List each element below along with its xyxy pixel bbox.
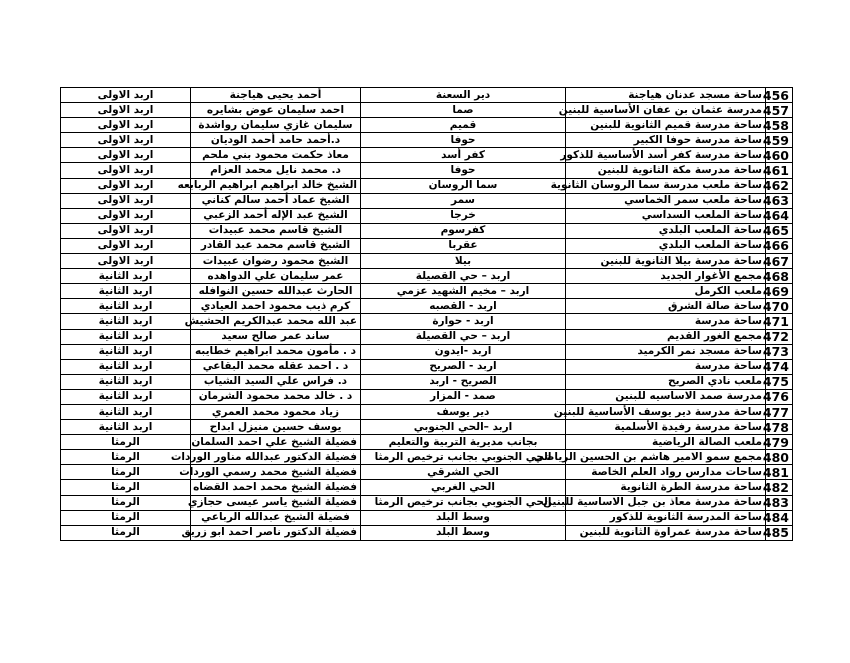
- table-row: [61, 465, 793, 480]
- prayer-sites-table: [60, 87, 793, 541]
- district: اربد الثانية: [61, 284, 191, 299]
- table-row: [61, 178, 793, 193]
- site-name: ساحة المدرسة الثانوية للذكور: [566, 510, 766, 525]
- row-number: 459: [766, 133, 793, 148]
- responsible-person: أحمد يحيى هياجنة: [191, 88, 361, 103]
- row-number: 460: [766, 148, 793, 163]
- table-row: [61, 193, 793, 208]
- site-name: ساحة مدرسة معاذ بن جبل الاساسية للبنين: [566, 495, 766, 510]
- responsible-person: الشيخ خالد ابراهيم ابراهيم الربابعه: [191, 178, 361, 193]
- row-number: 479: [766, 435, 793, 450]
- responsible-person: الشيخ عبد الإله أحمد الزعبي: [191, 208, 361, 223]
- responsible-person: الشيخ محمود رضوان عبيدات: [191, 254, 361, 269]
- table-row: [61, 148, 793, 163]
- row-number: 485: [766, 525, 793, 540]
- district: اربد الثانية: [61, 344, 191, 359]
- site-name: ساحة مدرسة بيلا الثانوية للبنين: [566, 254, 766, 269]
- site-location: بيلا: [361, 254, 566, 269]
- district: اربد الاولى: [61, 163, 191, 178]
- site-name: ملعب الكرمل: [566, 284, 766, 299]
- district: اربد الثانية: [61, 329, 191, 344]
- table-row: [61, 359, 793, 374]
- site-location: الحي الغربي: [361, 480, 566, 495]
- responsible-person: فضيلة الدكتور عبدالله مناور الوردات: [191, 450, 361, 465]
- responsible-person: زياد محمود محمد العمري: [191, 404, 361, 419]
- site-location: اربد - الصريح: [361, 359, 566, 374]
- site-name: مجمع الأغوار الجديد: [566, 269, 766, 284]
- site-location: حوفا: [361, 163, 566, 178]
- table-row: [61, 269, 793, 284]
- site-location: كفر أسد: [361, 148, 566, 163]
- site-name: ساحة مسجد نمر الكرميد: [566, 344, 766, 359]
- table-row: [61, 299, 793, 314]
- table-row: [61, 238, 793, 253]
- row-number: 464: [766, 208, 793, 223]
- table-row: [61, 329, 793, 344]
- responsible-person: فضيلة الشيخ عبدالله الرباعي: [191, 510, 361, 525]
- table-row: [61, 103, 793, 118]
- row-number: 456: [766, 88, 793, 103]
- row-number: 475: [766, 374, 793, 389]
- responsible-person: سليمان غازي سليمان رواشدة: [191, 118, 361, 133]
- site-location: قميم: [361, 118, 566, 133]
- district: اربد الثانية: [61, 299, 191, 314]
- row-number: 461: [766, 163, 793, 178]
- site-location: صما: [361, 103, 566, 118]
- responsible-person: عمر سليمان علي الدواهده: [191, 269, 361, 284]
- site-location: اربد - حوارة: [361, 314, 566, 329]
- site-name: ساحة مدرسة رفيدة الأسلمية: [566, 420, 766, 435]
- district: الرمثا: [61, 450, 191, 465]
- responsible-person: فضيلة الشيخ محمد احمد القضاه: [191, 480, 361, 495]
- site-name: مدرسة صمد الاساسيه للبنين: [566, 389, 766, 404]
- site-location: صمد - المزار: [361, 389, 566, 404]
- site-name: ساحة ملعب سمر الخماسي: [566, 193, 766, 208]
- table-row: [61, 404, 793, 419]
- site-name: ساحة مدرسة عمراوة الثانوية للبنين: [566, 525, 766, 540]
- row-number: 470: [766, 299, 793, 314]
- district: اربد الاولى: [61, 103, 191, 118]
- responsible-person: كرم ذيب محمود احمد العيادي: [191, 299, 361, 314]
- district: اربد الاولى: [61, 88, 191, 103]
- site-name: ملعب الصالة الرياضية: [566, 435, 766, 450]
- table-row: [61, 88, 793, 103]
- responsible-person: احمد سليمان عوض بشايره: [191, 103, 361, 118]
- row-number: 468: [766, 269, 793, 284]
- district: الرمثا: [61, 510, 191, 525]
- district: اربد الثانية: [61, 269, 191, 284]
- site-name: ساحة ملعب مدرسة سما الروسان الثانوية: [566, 178, 766, 193]
- district: اربد الاولى: [61, 193, 191, 208]
- table-row: [61, 510, 793, 525]
- district: اربد الاولى: [61, 223, 191, 238]
- district: اربد الثانية: [61, 420, 191, 435]
- table-row: [61, 344, 793, 359]
- row-number: 457: [766, 103, 793, 118]
- district: اربد الاولى: [61, 238, 191, 253]
- responsible-person: معاذ حكمت محمود بني ملحم: [191, 148, 361, 163]
- table-row: [61, 389, 793, 404]
- site-name: ساحة مسجد عدنان هياجنة: [566, 88, 766, 103]
- site-location: خرجا: [361, 208, 566, 223]
- district: اربد الاولى: [61, 133, 191, 148]
- site-location: سما الروسان: [361, 178, 566, 193]
- site-name: ساحة مدرسة: [566, 314, 766, 329]
- row-number: 481: [766, 465, 793, 480]
- site-location: وسط البلد: [361, 510, 566, 525]
- site-location: اربد –الحي الجنوبي: [361, 420, 566, 435]
- district: اربد الاولى: [61, 254, 191, 269]
- row-number: 480: [766, 450, 793, 465]
- site-location: بجانب مديرية التربية والتعليم: [361, 435, 566, 450]
- site-location: عقربا: [361, 238, 566, 253]
- site-location: دير يوسف: [361, 404, 566, 419]
- district: اربد الاولى: [61, 118, 191, 133]
- row-number: 474: [766, 359, 793, 374]
- table-row: [61, 374, 793, 389]
- district: الرمثا: [61, 480, 191, 495]
- site-location: سمر: [361, 193, 566, 208]
- row-number: 466: [766, 238, 793, 253]
- district: الرمثا: [61, 495, 191, 510]
- responsible-person: الشيخ قاسم محمد عبد القادر: [191, 238, 361, 253]
- table-row: [61, 254, 793, 269]
- site-location: اربد – مخيم الشهيد عزمي: [361, 284, 566, 299]
- row-number: 473: [766, 344, 793, 359]
- responsible-person: يوسف حسين منيزل ابداح: [191, 420, 361, 435]
- table-body: [61, 88, 793, 541]
- site-location: اربد – حي القصيلة: [361, 269, 566, 284]
- site-name: ملعب نادي الصريح: [566, 374, 766, 389]
- district: الرمثا: [61, 435, 191, 450]
- site-name: ساحة مدرسة: [566, 359, 766, 374]
- site-name: ساحة مدرسة الطرة الثانوية: [566, 480, 766, 495]
- table-row: [61, 480, 793, 495]
- row-number: 483: [766, 495, 793, 510]
- district: اربد الثانية: [61, 404, 191, 419]
- row-number: 463: [766, 193, 793, 208]
- table-row: [61, 525, 793, 540]
- site-location: الحي الشرقي: [361, 465, 566, 480]
- responsible-person: د. محمد نايل محمد العزام: [191, 163, 361, 178]
- document-page: [60, 87, 792, 541]
- site-location: اربد – حي القصيلة: [361, 329, 566, 344]
- responsible-person: فضيلة الدكتور ناصر احمد ابو زريق: [191, 525, 361, 540]
- site-name: مدرسة عثمان بن عفان الأساسية للبنين: [566, 103, 766, 118]
- table-row: [61, 133, 793, 148]
- district: اربد الاولى: [61, 148, 191, 163]
- district: الرمثا: [61, 465, 191, 480]
- site-name: مجمع سمو الامير هاشم بن الحسين الرياضي: [566, 450, 766, 465]
- responsible-person: د . خالد محمد محمود الشرمان: [191, 389, 361, 404]
- responsible-person: فضيلة الشيخ ياسر عيسى حجازي: [191, 495, 361, 510]
- responsible-person: الحارث عبدالله حسين النوافله: [191, 284, 361, 299]
- row-number: 467: [766, 254, 793, 269]
- responsible-person: فضيلة الشيخ علي احمد السلمان: [191, 435, 361, 450]
- row-number: 476: [766, 389, 793, 404]
- site-name: ساحة صالة الشرق: [566, 299, 766, 314]
- responsible-person: الشيخ عماد أحمد سالم كناني: [191, 193, 361, 208]
- responsible-person: د . مأمون محمد ابراهيم خطايبه: [191, 344, 361, 359]
- responsible-person: عبد الله محمد عبدالكريم الحشيش: [191, 314, 361, 329]
- row-number: 477: [766, 404, 793, 419]
- table-row: [61, 118, 793, 133]
- row-number: 458: [766, 118, 793, 133]
- site-location: الحي الجنوبي بجانب ترخيص الرمثا: [361, 495, 566, 510]
- district: اربد الاولى: [61, 208, 191, 223]
- site-location: دير السعنة: [361, 88, 566, 103]
- district: اربد الاولى: [61, 178, 191, 193]
- site-location: اربد -ايدون: [361, 344, 566, 359]
- site-name: ساحة الملعب السداسي: [566, 208, 766, 223]
- site-location: حوفا: [361, 133, 566, 148]
- table-row: [61, 284, 793, 299]
- site-name: ساحة مدرسة مكة الثانوية للبنين: [566, 163, 766, 178]
- site-location: وسط البلد: [361, 525, 566, 540]
- table-row: [61, 223, 793, 238]
- table-row: [61, 450, 793, 465]
- responsible-person: الشيخ قاسم محمد عبيدات: [191, 223, 361, 238]
- responsible-person: فضيلة الشيخ محمد رسمي الوردات: [191, 465, 361, 480]
- row-number: 472: [766, 329, 793, 344]
- row-number: 478: [766, 420, 793, 435]
- district: اربد الثانية: [61, 359, 191, 374]
- site-name: مجمع الغور القديم: [566, 329, 766, 344]
- table-row: [61, 163, 793, 178]
- row-number: 471: [766, 314, 793, 329]
- responsible-person: د. فراس علي السيد الشياب: [191, 374, 361, 389]
- row-number: 462: [766, 178, 793, 193]
- site-name: ساحة مدرسة حوفا الكبير: [566, 133, 766, 148]
- table-row: [61, 420, 793, 435]
- site-location: اربد - القصبه: [361, 299, 566, 314]
- row-number: 465: [766, 223, 793, 238]
- responsible-person: ساند عمر صالح سعيد: [191, 329, 361, 344]
- responsible-person: د.أحمد حامد أحمد الوديان: [191, 133, 361, 148]
- district: اربد الثانية: [61, 314, 191, 329]
- site-name: ساحة مدرسة كفر أسد الأساسية للذكور: [566, 148, 766, 163]
- site-name: ساحات مدارس رواد العلم الخاصة: [566, 465, 766, 480]
- table-row: [61, 435, 793, 450]
- site-name: ساحة مدرسة دير يوسف الأساسية للبنين: [566, 404, 766, 419]
- site-location: كفرسوم: [361, 223, 566, 238]
- site-name: ساحة مدرسة قميم الثانوية للبنين: [566, 118, 766, 133]
- district: اربد الثانية: [61, 389, 191, 404]
- table-row: [61, 314, 793, 329]
- site-location: الصريح - اربد: [361, 374, 566, 389]
- site-name: ساحة الملعب البلدي: [566, 238, 766, 253]
- district: الرمثا: [61, 525, 191, 540]
- site-name: ساحة الملعب البلدي: [566, 223, 766, 238]
- site-location: الحي الجنوبي بجانب ترخيص الرمثا: [361, 450, 566, 465]
- row-number: 482: [766, 480, 793, 495]
- row-number: 484: [766, 510, 793, 525]
- table-row: [61, 495, 793, 510]
- district: اربد الثانية: [61, 374, 191, 389]
- table-row: [61, 208, 793, 223]
- responsible-person: د . احمد عقله محمد البقاعي: [191, 359, 361, 374]
- row-number: 469: [766, 284, 793, 299]
